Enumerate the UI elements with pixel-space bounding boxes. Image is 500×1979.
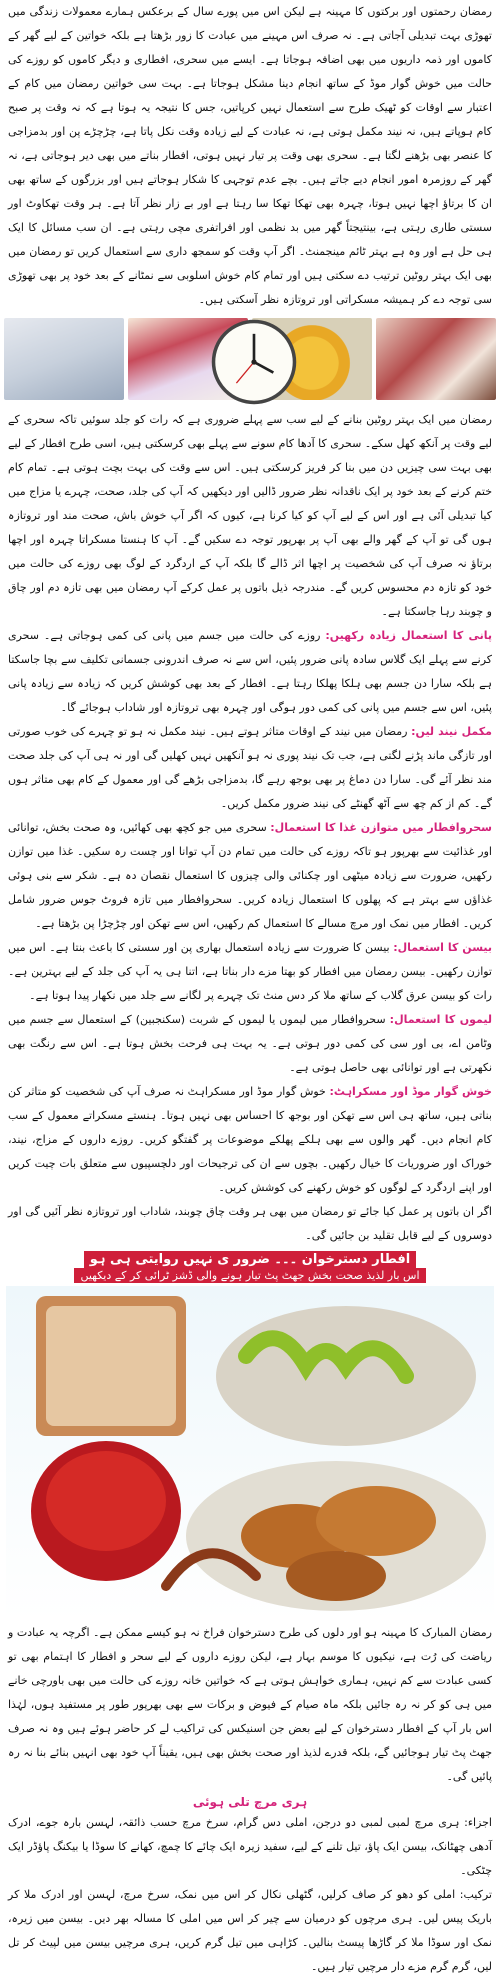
section-body: رمضان میں نیند کے اوقات متاثر ہوتے ہیں۔ نیند مکمل نہ ہو تو چہرے کی خوب صورتی اور تازگی ماند پڑنے لگتی ہے، جب تک نیند پوری نہ ہو آنکھیں نہیں کھلیں گی اور نہ ہی آپ کی جلد صحت مند نظر آئے گی۔ سارا دن دماغ پر بھی بوجھ رہے گا، بدمزاجی بڑھے گی اور معمول کے کام بھی متاثر ہوں گے۔ کم از کم چھ سے آٹھ گھنٹے کی نیند ضرور مکمل کریں۔: [8, 725, 492, 810]
section-body: بیسن کا ضرورت سے زیادہ استعمال بھاری پن اور سستی کا باعث بنتا ہے۔ اس میں توازن رکھیں۔ بیسن رمضان میں افطار کو بھتا مزے دار بناتا ہے، اتنا ہی یہ آپ کی جلد کے لیے بہترین ہے۔ رات کو بیسن عرق گلاب کے ساتھ ملا کر دس منٹ تک چہرے پر لگانے سے جلد میں نکھار پیدا ہوتا ہے۔: [8, 941, 492, 1002]
section-heading: لیموں کا استعمال:: [389, 1013, 493, 1026]
section-heading: بیسن کا استعمال:: [393, 941, 493, 954]
section-heading: پانی کا استعمال زیادہ رکھیں:: [325, 629, 492, 642]
recipe-ingredients: اجزاء: ہری مرچ لمبی لمبی دو درجن، املی دس گرام، سرخ مرچ حسب ذائقہ، لہسن بارہ جوے، ادرک آدھی چھٹانک، بیسن ایک پاؤ، تیل تلنے کے لیے، سفید زیرہ ایک چائے کا چمچ، کھانے کا سوڈا یا بیکنگ پاؤڈر ایک چٹکی۔: [7, 1816, 492, 1877]
woman-drinking-water-photo: [4, 318, 124, 400]
food-title: افطار دسترخوان ۔۔۔ ضرور ی نہیں روایتی ہی ہو: [0, 1252, 500, 1267]
section-body: سحروافطار میں لیموں یا لیموں کے شربت (سکنجبین) کے استعمال سے جسم میں وٹامن اے، بی اور سی کی کمی دور ہوتی ہے۔ یہ بہت ہی فرحت بخش ہوتا ہے۔ اس سے رنگت بھی نکھرتی ہے اور توانائی بھی حاصل ہوتی ہے۔: [8, 1013, 492, 1074]
section-body: خوش گوار موڈ اور مسکراہٹ نہ صرف آپ کی شخصیت کو متاثر کن بناتی ہیں، ساتھ ہی اس سے تھکن اور بوجھ کا احساس بھی نہیں ہوتا۔ ہنستے مسکراتے معمول کے سب کام انجام دیں۔ گھر والوں سے بھی ہلکے پھلکے موضوعات پر گفتگو کریں۔ روزے داروں کے مزاج، نیند، خوراک اور ضروریات کا خیال رکھیں۔ بچوں سے ان کی ترجیحات اور دلچسپیوں سے متعلق بات چیت کریں اور اپنے اردگرد کے لوگوں کو خوش رکھنے کی کوشش کریں۔: [8, 1085, 492, 1194]
section-body: سحری میں جو کچھ بھی کھائیں، وہ صحت بخش، توانائی اور غذائیت سے بھرپور ہو تاکہ روزے کی حالت میں تمام دن آپ توانا اور چست رہ سکیں۔ غذا میں توازن رکھیں، ضرورت سے زیادہ میٹھی اور چکنائی والی چیزوں کا استعمال نقصان دہ ہے۔ شکر سے بنی ہوئی غذاؤں سے بہتر ہے کہ پھلوں کا استعمال زیادہ کریں۔ سحروافطار میں تازہ فروٹ جوس ضرور شامل کریں۔ افطار میں نمک اور مرچ مسالے کا استعمال کم رکھیں، اس سے تھکن اور چڑچڑا پن بڑھتا ہے۔: [8, 821, 492, 930]
food-photo: [6, 1286, 494, 1621]
section-sleep: [0, 720, 500, 816]
snacks-paragraph: رمضان المبارک کا مہینہ ہو اور دلوں کی طرح دسترخوان فراخ نہ ہو کیسے ممکن ہے۔ اگرچہ یہ عبادت و ریاضت کی رُت ہے، نیکیوں کا موسم بہار ہے، لیکن روزے داروں کے لیے سحر و افطار کا اہتمام بھی تو کسی عبادت سے کم نہیں، ہماری خواہش ہوتی ہے کہ خواتین خانہ روزے کی حالت میں بھی باورچی خانے میں ہی کو کر نہ رہ جائیں بلکہ ماہ صیام کے فیوض و برکات سے بھی بھرپور طور پر مستفید ہوں، لہٰذا اس بار آپ کے افطار دسترخوان کے لیے بعض جن اسنیکس کی تراکیب لے کر حاضر ہوئے ہیں وہ نہ صرف جھٹ پٹ تیار ہوجائیں گے، بلکہ قدرے لذیذ اور صحت بخش بھی ہیں، یقیناً آپ خود بھی انہیں بنائے بنا نہ رہ پائیں گی۔: [8, 1626, 492, 1783]
recipe-method: ترکیب: املی کو دھو کر صاف کرلیں، گٹھلی نکال کر اس میں نمک، سرخ مرچ، لہسن اور ادرک ملا کر باریک پیس لیں۔ ہری مرچوں کو درمیان سے چیر کر اس میں املی کا مسالہ بھر دیں۔ بیسن میں زیرہ، نمک اور سوڈا ملا کر گاڑھا پیسٹ بنالیں۔ کڑاہی میں تیل گرم کریں، ہری مرچیں بیسن میں لپیٹ کر تل لیں، گرم گرم مزے دار مرچیں تیار ہیں۔: [8, 1888, 492, 1973]
routine-paragraph: رمضان میں ایک بہتر روٹین بنانے کے لیے سب سے پہلے ضروری ہے کہ رات کو جلد سوئیں تاکہ سحری کے لیے وقت پر آنکھ کھل سکے۔ سحری کا آدھا کام سونے سے پہلے بھی کرسکتی ہیں، اسی طرح افطار کے لیے بھی بہت سی چیزیں دن میں بنا کر فریز کرسکتی ہیں۔ اس سے وقت کی بہت بچت ہوتی ہے۔ تمام کام ختم کرنے کے بعد خود پر ایک ناقدانہ نظر ضرور ڈالیں اور دیکھیں کہ آپ کی جلد، صحت، چہرے یا مزاج میں کیا تبدیلی آئی ہے اور اس کے لیے آپ کو کیا کرنا ہے، کیوں کہ اگر آپ خوش باش، صحت مند اور تروتازہ ہوں گی تو آپ کے گھر والے بھی آپ پر بھرپور توجہ دے سکیں گے۔ آپ کا ہنستا مسکراتا چہرہ اور اچھا برتاؤ نہ صرف آپ کی شخصیت پر اچھا اثر ڈالے گا بلکہ آپ کے اردگرد کے لوگ بھی روزے کی حالت میں خود کو تازہ دم محسوس کریں گے۔ مندرجہ ذیل باتوں پر عمل کرکے آپ رمضان میں بھی تازہ دم اور چاق و چوبند رہا جاسکتا ہے۔: [8, 413, 492, 618]
section-besan: [0, 936, 500, 1008]
food-subtitle: اس بار لذیذ صحت بخش جھٹ پٹ تیار ہونے والی ڈشز ٹرائی کر کے دیکھیں: [0, 1269, 500, 1282]
women-eating-photo: [376, 318, 496, 400]
section-heading: سحروافطار میں متوازن غذا کا استعمال:: [270, 821, 493, 834]
section-lemon: [0, 1008, 500, 1080]
section-diet: [0, 816, 500, 936]
closing-paragraph: اگر ان باتوں پر عمل کیا جائے تو رمضان میں بھی ہر وقت چاق چوبند، شاداب اور تروتازہ نظر آئیں گی اور دوسروں کے لیے قابل تقلید بن جائیں گی۔: [8, 1205, 492, 1242]
clock-icon: [210, 318, 298, 406]
section-mood: [0, 1080, 500, 1200]
recipe-title: ہری مرچ تلی ہوئی: [192, 1795, 308, 1809]
section-heading: خوش گوار موڈ اور مسکراہٹ:: [329, 1085, 492, 1098]
food-illustration: [6, 1286, 494, 1621]
section-water: [0, 624, 500, 720]
section-body: روزے کی حالت میں جسم میں پانی کی کمی ہوجاتی ہے۔ سحری کرنے سے پہلے ایک گلاس سادہ پانی ضرور پئیں، اس سے نہ صرف اندرونی جسمانی تکلیف سے بچا جاسکتا ہے بلکہ سارا دن جسم بھی ہلکا پھلکا رہتا ہے۔ افطار کے بعد بھی کوشش کریں کہ زیادہ سے زیادہ پانی پئیں، اس سے جسم میں پانی کی کمی دور ہوگی اور چہرہ بھی تروتازہ اور شاداب ہوجائے گا۔: [8, 629, 492, 714]
intro-paragraph: رمضان رحمتوں اور برکتوں کا مہینہ ہے لیکن اس میں پورے سال کے برعکس ہمارے معمولات زندگی میں تھوڑی بہت تبدیلی آجاتی ہے۔ نہ صرف اس مہینے میں عبادت کا زور بڑھتا ہے بلکہ خواتین کے لیے گھر کے کاموں اور ذمہ داریوں میں بھی اضافہ ہوجاتا ہے۔ ایسے میں سحری، افطاری و دیگر کاموں کو روزے کی حالت میں خوش گوار موڈ کے ساتھ انجام دینا مشکل ہوجاتا ہے۔ بہت سی خواتین رمضان میں کام کے اعتبار سے اوقات کو ٹھیک طرح سے استعمال نہیں کرپاتیں، جس کا نتیجہ یہ ہوتا ہے کہ نہ وقت پر صبح کام ہوپاتے ہیں، نہ نیند مکمل ہوتی ہے، نہ عبادت کے لیے زیادہ وقت نکل پاتا ہے، چڑچڑے پن اور بدمزاجی کا عنصر بھی بڑھنے لگتا ہے۔ سحری بھی وقت پر تیار نہیں ہوتی، افطار بناتے میں بھی دیر ہوجاتی ہے، نہ گھر کے روزمرہ امور انجام دیے جاتے ہیں۔ بچے عدم توجہی کا شکار ہوجاتے ہیں اور بزرگوں کے ساتھ بھی ان کا برتاؤ اچھا نہیں ہوتا، چہرہ بھی تھکا تھکا سا رہتا ہے اور بے زار نظر آتا ہے۔ ہر وقت تھکاوٹ اور سستی طاری رہتی ہے، بینتیجتاً گھر میں بد نظمی اور افراتفری مچی رہتی ہے۔ ان سب مسائل کا ایک ہی حل ہے اور وہ ہے بہتر ٹائم مینجمنٹ۔ اگر آپ وقت کو سمجھ داری سے استعمال کریں تو رمضان میں بھی ایک بہتر روٹین ترتیب دے سکتی ہیں اور تمام کام خوش اسلوبی سے نمٹانے کے بعد خود پر بھی تھوڑی سی توجہ دے کر ہمیشہ مسکراتی اور تروتازہ نظر آسکتی ہیں۔: [8, 5, 492, 306]
photo-strip: [4, 318, 496, 400]
section-heading: مکمل نیند لیں:: [411, 725, 492, 738]
